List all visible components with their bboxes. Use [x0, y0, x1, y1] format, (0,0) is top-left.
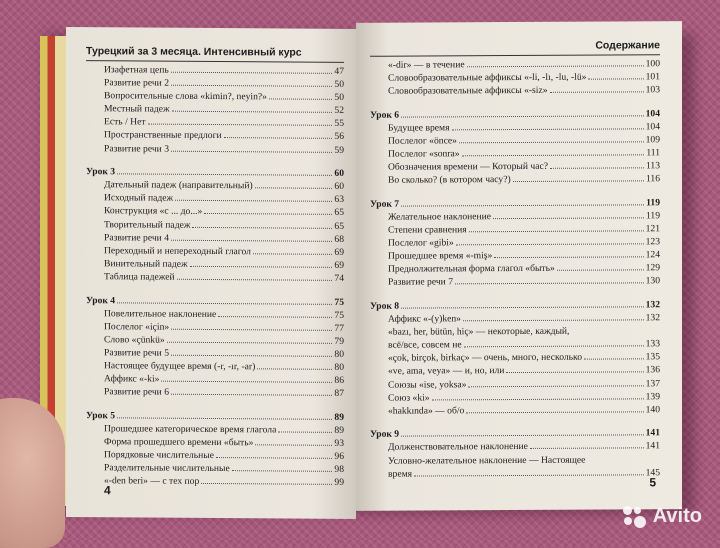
- toc-leader-dots: [175, 200, 332, 202]
- toc-page-number: 86: [334, 374, 344, 386]
- toc-page-number: 55: [334, 118, 344, 130]
- toc-page-number: 139: [645, 390, 660, 402]
- toc-entry-title: Пространственные предлоги: [104, 129, 222, 142]
- toc-entry-title: Настоящее будущее время (-r, -ır, -ar): [104, 360, 256, 373]
- toc-leader-dots: [204, 213, 332, 215]
- toc-leader-dots: [401, 306, 644, 308]
- toc-entry-title: Союзы «ise, yoksa»: [388, 378, 467, 391]
- toc-page-number: 140: [645, 404, 660, 416]
- toc-entry-title: Развитие речи 3: [104, 142, 170, 155]
- toc-entry-title: Аффикс «-ki»: [104, 373, 160, 385]
- toc-entry-title: время: [388, 468, 413, 480]
- toc-entry-title: «çok, birçok, birkaç» — очень, много, несколько: [388, 352, 583, 365]
- toc-page-number: 89: [334, 411, 344, 423]
- toc-page-number: 119: [645, 210, 660, 222]
- left-page: [66, 27, 356, 519]
- toc-page-number: 75: [334, 309, 344, 321]
- toc-page-number: 96: [334, 450, 344, 462]
- toc-leader-dots: [432, 398, 644, 400]
- toc-leader-dots: [172, 111, 333, 113]
- toc-entry-title: Повелительное наклонение: [104, 307, 217, 320]
- toc-page-number: 100: [645, 58, 660, 70]
- toc-leader-dots: [467, 65, 644, 67]
- toc-page-number: 60: [334, 168, 344, 180]
- toc-page-number: 80: [334, 348, 344, 360]
- toc-page-number: 104: [645, 108, 660, 120]
- toc-page-number: 121: [645, 223, 660, 235]
- toc-page-number: 65: [334, 220, 344, 232]
- toc-leader-dots: [171, 394, 332, 396]
- toc-leader-dots: [201, 483, 332, 485]
- toc-entry-title: Обозначения времени — Который час?: [388, 161, 548, 173]
- toc-leader-dots: [232, 470, 333, 472]
- toc-leader-dots: [171, 85, 332, 87]
- toc-page-number: 68: [334, 233, 344, 245]
- toc-entry-title: Урок 7: [370, 198, 400, 210]
- toc-page-number: 119: [646, 197, 660, 209]
- toc-entry-title: Послелог «için»: [104, 320, 170, 333]
- toc-entry-title: «hakkında» — об/о: [388, 405, 465, 417]
- hand: [0, 398, 65, 548]
- toc-page-number: 132: [645, 312, 660, 324]
- toc-entry-title: Урок 5: [86, 409, 116, 422]
- toc-leader-dots: [401, 204, 644, 206]
- toc-leader-dots: [171, 239, 332, 241]
- toc-leader-dots: [456, 243, 644, 245]
- toc-leader-dots: [177, 279, 333, 281]
- toc-leader-dots: [513, 181, 644, 183]
- toc-entry-title: Исходный падеж: [104, 192, 174, 205]
- toc-entry-title: Будущее время: [388, 122, 450, 134]
- toc-page-number: 74: [334, 272, 344, 284]
- toc-entry-title: Местный падеж: [104, 103, 170, 115]
- toc-entry-title: Урок 4: [86, 294, 116, 306]
- toc-entry: [370, 466, 660, 481]
- toc-leader-dots: [494, 257, 643, 259]
- toc-leader-dots: [117, 417, 332, 420]
- toc-entry-title: Творительный падеж: [104, 218, 191, 231]
- toc-leader-dots: [253, 253, 333, 255]
- toc-leader-dots: [459, 141, 644, 143]
- toc-entry: [86, 385, 344, 400]
- toc-entry-title: Аффикс «-(y)ken»: [388, 313, 461, 325]
- toc-entry-title: Условно-желательное наклонение — Настоящее: [388, 454, 586, 467]
- toc-page-number: 133: [645, 338, 660, 350]
- toc-page-number: 116: [645, 173, 660, 185]
- toc-page-number: 132: [645, 299, 660, 311]
- toc-leader-dots: [401, 115, 644, 117]
- toc-leader-dots: [171, 72, 333, 74]
- toc-leader-dots: [171, 150, 332, 152]
- page-number: 4: [104, 483, 111, 498]
- toc-page-number: 141: [645, 427, 660, 439]
- toc-page-number: 69: [334, 259, 344, 271]
- running-header: Содержание: [595, 39, 660, 52]
- toc-entry-title: Развитие речи 5: [104, 347, 170, 359]
- toc-leader-dots: [255, 188, 333, 190]
- toc-entry-title: Развитие речи 7: [388, 276, 454, 289]
- toc-leader-dots: [452, 128, 644, 130]
- toc-leader-dots: [167, 341, 333, 343]
- toc-entry-title: «-dir» — в течение: [388, 59, 465, 71]
- toc-leader-dots: [455, 283, 644, 285]
- toc-leader-dots: [466, 411, 643, 413]
- toc-page-number: 135: [645, 351, 660, 363]
- toc-entry-title: Развитие речи 2: [104, 77, 170, 89]
- toc-leader-dots: [117, 302, 332, 305]
- toc-page-number: 56: [334, 131, 344, 143]
- toc-page-number: 80: [334, 361, 344, 373]
- toc-page-number: 77: [334, 322, 344, 334]
- toc-entry-title: Урок 3: [86, 166, 116, 178]
- running-header: Турецкий за 3 месяца. Интенсивный курс: [86, 45, 302, 59]
- toc-entry-title: Есть / Нет: [104, 116, 146, 128]
- toc-page-number: 123: [645, 236, 660, 248]
- toc-leader-dots: [171, 328, 332, 330]
- toc-page-number: 103: [645, 84, 660, 96]
- toc-list: [370, 57, 660, 480]
- toc-leader-dots: [161, 381, 332, 383]
- toc-entry-title: Порядковые числительные: [104, 449, 215, 462]
- toc-entry-title: Словообразовательные аффиксы «-siz»: [388, 85, 548, 97]
- toc-leader-dots: [218, 316, 332, 318]
- toc-entry: [86, 142, 344, 157]
- toc-entry-title: Переходный и непереходный глагол: [104, 244, 251, 257]
- toc-page-number: 89: [334, 424, 344, 436]
- toc-page-number: 87: [334, 388, 344, 400]
- toc-page-number: 101: [645, 71, 660, 83]
- toc-entry-title: Послелог «sonra»: [388, 148, 460, 160]
- toc-page-number: 113: [645, 160, 660, 172]
- toc-entry-title: Вопросительные слова «kimin?, neyin?»: [104, 90, 267, 103]
- toc-leader-dots: [584, 359, 644, 360]
- avito-watermark: [623, 505, 702, 528]
- toc-entry-title: Развитие речи 6: [104, 386, 170, 398]
- toc-entry-title: Дательный падеж (направительный): [104, 179, 253, 192]
- toc-leader-dots: [462, 154, 645, 156]
- toc-leader-dots: [190, 266, 333, 268]
- toc-entry-title: Винительный падеж: [104, 258, 188, 270]
- toc-leader-dots: [550, 92, 644, 93]
- toc-leader-dots: [588, 78, 643, 79]
- toc-entry-title: Желательное наклонение: [388, 211, 492, 223]
- toc-page-number: 111: [646, 147, 660, 159]
- toc-page-number: 137: [645, 377, 660, 389]
- toc-leader-dots: [216, 457, 332, 459]
- toc-leader-dots: [117, 174, 332, 177]
- toc-entry-title: Преднолжительная форма глагол «быть»: [388, 263, 555, 275]
- toc-entry-title: всё/все, совсем не: [388, 339, 462, 351]
- toc-entry-title: Урок 8: [370, 300, 400, 312]
- toc-entry-title: Урок 9: [370, 428, 400, 441]
- avito-logo-icon: [623, 506, 649, 528]
- page-number: 5: [649, 475, 656, 490]
- toc-leader-dots: [469, 230, 644, 232]
- toc-leader-dots: [192, 226, 332, 228]
- toc-page-number: 69: [334, 246, 344, 258]
- toc-page-number: 109: [645, 134, 660, 146]
- toc-leader-dots: [463, 319, 644, 321]
- toc-entry-title: Разделительные числительные: [104, 462, 230, 475]
- toc-leader-dots: [530, 448, 644, 450]
- toc-entry-title: Послелог «önce»: [388, 135, 457, 147]
- toc-page-number: 124: [645, 249, 660, 261]
- toc-page-number: 79: [334, 335, 344, 347]
- toc-page-number: 59: [334, 144, 344, 156]
- toc-page-number: 50: [334, 78, 344, 91]
- toc-page-number: 65: [334, 207, 344, 219]
- toc-leader-dots: [493, 217, 644, 219]
- toc-entry-title: Прошедшее время «-miş»: [388, 250, 493, 262]
- toc-entry-title: Изафетная цепь: [104, 64, 169, 76]
- toc-entry-title: Степени сравнения: [388, 224, 467, 236]
- toc-entry-title: «ve, ama, veya» — и, но, или: [388, 365, 505, 378]
- toc-page-number: 75: [334, 296, 344, 308]
- toc-leader-dots: [257, 368, 332, 370]
- toc-page-number: 136: [645, 364, 660, 376]
- toc-page-number: 141: [645, 440, 660, 452]
- toc-leader-dots: [171, 355, 332, 357]
- toc-leader-dots: [464, 346, 644, 348]
- right-page: [356, 21, 682, 511]
- avito-watermark-text: Avito: [652, 505, 702, 527]
- toc-entry-title: Словообразовательные аффиксы «-li, -lı, -lu, -lü»: [388, 71, 587, 84]
- toc-leader-dots: [269, 99, 332, 100]
- toc-entry-title: Таблица падежей: [104, 271, 175, 283]
- toc-entry-title: Прошедшее категорическое время глагола: [104, 423, 277, 436]
- toc-page-number: 52: [334, 105, 344, 117]
- toc-list: [86, 63, 344, 489]
- toc-entry-title: Во сколько? (в котором часу?): [388, 174, 511, 186]
- toc-leader-dots: [278, 431, 332, 432]
- toc-entry-title: Конструкция «с ... до...»: [104, 205, 203, 218]
- toc-page-number: 104: [645, 121, 660, 133]
- toc-entry-title: Форма прошедшего времени «быть»: [104, 436, 254, 449]
- toc-entry-title: Послелог «gibi»: [388, 237, 454, 249]
- toc-entry-title: Долженствовательное наклонение: [388, 441, 528, 454]
- toc-entry-title: «-den beri» — с тех пор: [104, 475, 200, 488]
- toc-entry-title: «bazı, her, bütün, hiç» — некоторые, каждый,: [388, 325, 570, 338]
- toc-page-number: 50: [334, 92, 344, 104]
- toc-leader-dots: [148, 124, 333, 126]
- toc-leader-dots: [401, 435, 644, 437]
- toc-leader-dots: [255, 444, 332, 446]
- toc-entry-title: Слово «çünkü»: [104, 334, 165, 346]
- toc-entry: [86, 270, 344, 285]
- toc-page-number: 99: [334, 477, 344, 489]
- header-rule: [370, 54, 660, 57]
- toc-page-number: 145: [645, 466, 660, 478]
- toc-leader-dots: [224, 138, 333, 140]
- toc-leader-dots: [468, 385, 643, 387]
- toc-leader-dots: [414, 474, 644, 476]
- toc-entry-title: Союз «ki»: [388, 392, 430, 404]
- toc-leader-dots: [506, 372, 643, 374]
- toc-page-number: 60: [334, 181, 344, 193]
- toc-entry-title: Урок 6: [370, 109, 400, 121]
- toc-page-number: 129: [645, 262, 660, 274]
- toc-page-number: 130: [645, 275, 660, 287]
- toc-entry-title: Развитие речи 4: [104, 231, 170, 244]
- toc-leader-dots: [557, 270, 644, 271]
- toc-page-number: 93: [334, 437, 344, 449]
- toc-leader-dots: [550, 168, 644, 169]
- toc-page-number: 98: [334, 463, 344, 476]
- toc-page-number: 47: [334, 65, 344, 77]
- toc-entry: [86, 474, 344, 489]
- toc-page-number: 63: [334, 194, 344, 206]
